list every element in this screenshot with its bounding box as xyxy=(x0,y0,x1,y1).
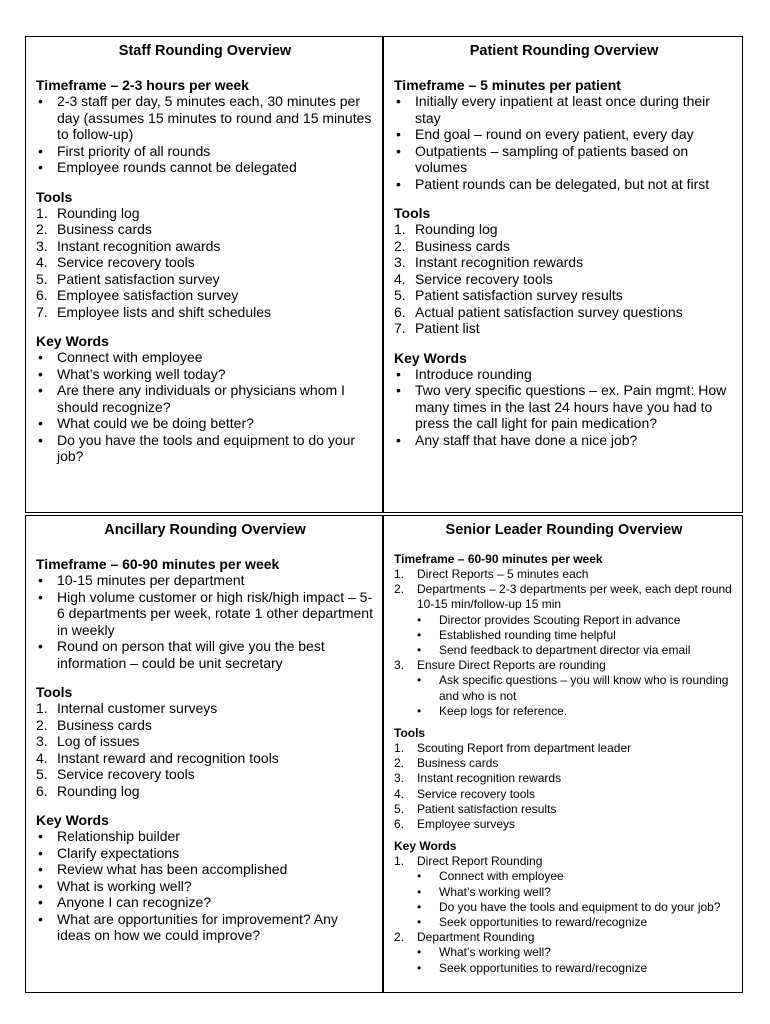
list-item-text: Relationship builder xyxy=(57,828,180,844)
list-item-text: Rounding log xyxy=(57,204,140,221)
sub-list-item: • Connect with employee xyxy=(417,869,734,884)
patient-title: Patient Rounding Overview xyxy=(469,43,659,59)
list-item xyxy=(36,878,374,895)
list-item-text: Patient list xyxy=(415,320,480,336)
staff-timeframe-heading: Timeframe – 2-3 hours per week xyxy=(36,77,249,93)
list-item-text: Departments – 2-3 departments per week, each dept round 10-15 min/follow-up 15 min xyxy=(417,582,732,612)
list-item-text: Anyone I can recognize? xyxy=(57,894,212,910)
patient-timeframe-list xyxy=(394,93,734,192)
list-item-text: Business cards xyxy=(57,221,152,237)
list-item: 7. Patient list xyxy=(394,320,480,336)
patient-tools-heading: Tools xyxy=(394,205,431,221)
list-item-text: Connect with employee xyxy=(57,349,203,365)
list-item: 3. Instant recognition rewards xyxy=(394,254,584,270)
list-item-text: Service recovery tools xyxy=(57,766,195,782)
list-item-text: Instant recognition rewards xyxy=(415,254,584,270)
list-item xyxy=(36,828,374,845)
staff-rounding-panel xyxy=(25,36,383,513)
list-item xyxy=(36,366,374,383)
list-item xyxy=(36,143,374,160)
sub-list-item: • Seek opportunities to reward/recognize xyxy=(417,961,734,976)
sub-list xyxy=(417,673,734,719)
senior-timeframe-list xyxy=(394,567,734,719)
list-item-text: Scouting Report from department leader xyxy=(417,741,632,756)
staff-keywords-list xyxy=(36,349,374,465)
sub-list-item: • Do you have the tools and equipment to do your job? xyxy=(417,900,734,915)
ancillary-title: Ancillary Rounding Overview xyxy=(104,522,306,538)
list-item-text: Patient satisfaction survey results xyxy=(415,287,623,303)
list-item-text: Actual patient satisfaction survey questions xyxy=(415,303,683,320)
list-item-text: End goal – round on every patient, every day xyxy=(415,126,694,142)
list-item: 1. Rounding log xyxy=(36,204,140,221)
list-item xyxy=(36,93,374,143)
list-item xyxy=(394,382,734,432)
sub-list-item: • What’s working well? xyxy=(417,885,734,900)
list-item: 1. Rounding log xyxy=(394,221,498,237)
list-item xyxy=(394,432,734,449)
list-item-text: Introduce rounding xyxy=(415,365,532,382)
list-item: 5. Service recovery tools xyxy=(36,766,195,782)
senior-keywords-list xyxy=(394,854,734,976)
senior-timeframe-heading: Timeframe – 60-90 minutes per week xyxy=(394,552,603,566)
list-item-text: What is working well? xyxy=(57,877,192,894)
list-item xyxy=(36,638,374,671)
list-item: 4. Service recovery tools xyxy=(394,786,536,801)
staff-title: Staff Rounding Overview xyxy=(118,43,292,59)
list-item-text: Instant recognition awards xyxy=(57,237,221,254)
list-item xyxy=(394,93,734,126)
list-item xyxy=(394,176,734,193)
list-item-text: Instant recognition rewards xyxy=(417,771,562,786)
staff-keywords-heading: Key Words xyxy=(36,333,109,349)
list-item xyxy=(36,159,374,176)
list-item-text: Outpatients – sampling of patients based on volumes xyxy=(415,142,689,175)
list-item: 2. Business cards xyxy=(36,221,152,237)
list-item xyxy=(36,894,374,911)
list-item-text: Service recovery tools xyxy=(57,254,195,270)
list-item: 2. Departments – 2-3 departments per week, each dept round 10-15 min/follow-up 15 min • Director provides Scouting Report in advance • Established rounding time helpful • Send feedback to department director via email xyxy=(394,582,734,658)
list-item xyxy=(36,572,374,589)
list-item-text: Round on person that will give you the best information – could be unit secretary xyxy=(57,638,325,671)
list-item: 4. Service recovery tools xyxy=(394,270,553,287)
ancillary-keywords-heading: Key Words xyxy=(36,812,109,828)
list-item-text: Employee surveys xyxy=(417,817,516,832)
list-item-text: Department Rounding xyxy=(417,930,535,945)
list-item: 7. Employee lists and shift schedules xyxy=(36,303,271,320)
list-item xyxy=(36,432,374,465)
list-item xyxy=(36,415,374,432)
list-item: 6. Actual patient satisfaction survey questions xyxy=(394,303,683,320)
list-item: 4. Service recovery tools xyxy=(36,254,195,270)
list-item: 2. Department Rounding • What’s working well? • Seek opportunities to reward/recognize xyxy=(394,930,734,976)
list-item: 1. Direct Report Rounding • Connect with employee • What’s working well? • Do you have the tools and equipment to do your job? • Seek opportunities to reward/recognize xyxy=(394,854,734,930)
sub-list-item: • Keep logs for reference. xyxy=(417,704,734,719)
sub-list-item: • Director provides Scouting Report in advance xyxy=(417,613,734,628)
list-item-text: Review what has been accomplished xyxy=(57,861,288,877)
list-item: 2. Business cards xyxy=(394,756,499,771)
list-item-text: High volume customer or high risk/high impact – 5-6 departments per week, rotate 1 other department in weekly xyxy=(57,588,373,638)
list-item-text: Patient satisfaction survey xyxy=(57,270,220,287)
list-item xyxy=(36,349,374,366)
patient-keywords-list xyxy=(394,366,734,449)
senior-tools-heading: Tools xyxy=(394,726,426,741)
list-item: 5. Patient satisfaction survey xyxy=(36,270,220,287)
ancillary-tools-heading: Tools xyxy=(36,684,73,700)
ancillary-rounding-panel xyxy=(25,515,383,993)
senior-tools-list xyxy=(394,741,734,832)
ancillary-timeframe-list xyxy=(36,572,374,671)
list-item-text: Internal customer surveys xyxy=(57,700,218,716)
patient-timeframe-heading: Timeframe – 5 minutes per patient xyxy=(394,77,621,93)
list-item-text: Instant reward and recognition tools xyxy=(57,749,279,766)
list-item-text: Patient satisfaction results xyxy=(417,801,557,816)
list-item xyxy=(36,911,374,944)
list-item-text: What are opportunities for improvement? Any ideas on how we could improve? xyxy=(57,910,338,943)
list-item-text: Patient rounds can be delegated, but not at first xyxy=(415,175,710,192)
list-item xyxy=(394,366,734,383)
list-item: 2. Business cards xyxy=(394,237,510,254)
list-item: 2. Business cards xyxy=(36,716,152,733)
patient-rounding-panel xyxy=(383,36,743,513)
sub-list-item: • Seek opportunities to reward/recognize xyxy=(417,915,734,930)
sub-list-item: • Send feedback to department director via email xyxy=(417,643,734,658)
list-item xyxy=(394,143,734,176)
list-item: 5. Patient satisfaction survey results xyxy=(394,287,623,303)
list-item-text: What could we be doing better? xyxy=(57,415,254,431)
list-item-text: Rounding log xyxy=(57,782,140,799)
list-item-text: What’s working well today? xyxy=(57,365,226,382)
list-item-text: Business cards xyxy=(57,716,152,733)
ancillary-timeframe-heading: Timeframe – 60-90 minutes per week xyxy=(36,556,280,572)
list-item xyxy=(36,382,374,415)
list-item: 1. Internal customer surveys xyxy=(36,700,218,716)
list-item-text: Two very specific questions – ex. Pain mgmt: How many times in the last 24 hours have you had to press the call light for pain medication? xyxy=(415,382,727,431)
list-item-text: Employee lists and shift schedules xyxy=(57,303,271,320)
list-item-text: Direct Reports – 5 minutes each xyxy=(417,567,589,581)
list-item: 4. Instant reward and recognition tools xyxy=(36,749,279,766)
list-item: 1. Scouting Report from department leader xyxy=(394,741,632,756)
list-item-text: Log of issues xyxy=(57,733,140,749)
sub-list-item: • Ask specific questions – you will know who is rounding and who is not xyxy=(417,673,734,703)
patient-keywords-heading: Key Words xyxy=(394,349,467,366)
staff-tools-heading: Tools xyxy=(36,188,73,205)
sub-list xyxy=(417,945,734,975)
sub-list xyxy=(417,869,734,930)
list-item-text: Service recovery tools xyxy=(417,786,536,801)
list-item: 6. Rounding log xyxy=(36,782,140,799)
list-item: 3. Ensure Direct Reports are rounding • Ask specific questions – you will know who is rounding and who is not • Keep logs for reference. xyxy=(394,658,734,719)
list-item xyxy=(394,126,734,143)
list-item: 1. Direct Reports – 5 minutes each xyxy=(394,567,589,581)
sub-list-item: • Established rounding time helpful xyxy=(417,628,734,643)
list-item-text: Business cards xyxy=(415,237,510,254)
list-item xyxy=(36,861,374,878)
list-item-text: Ensure Direct Reports are rounding xyxy=(417,658,606,673)
staff-timeframe-list xyxy=(36,93,374,176)
staff-tools-list xyxy=(36,205,374,321)
sub-list xyxy=(417,613,734,659)
list-item-text: 10-15 minutes per department xyxy=(57,572,245,588)
list-item-text: Service recovery tools xyxy=(415,270,553,287)
list-item xyxy=(36,845,374,862)
list-item-text: 2-3 staff per day, 5 minutes each, 30 minutes per day (assumes 15 minutes to round and 15 minutes to follow-up) xyxy=(57,93,372,142)
list-item-text: Do you have the tools and equipment to do your job? xyxy=(57,431,356,464)
list-item xyxy=(36,589,374,639)
patient-tools-list xyxy=(394,221,734,337)
ancillary-keywords-list xyxy=(36,828,374,944)
list-item: 3. Log of issues xyxy=(36,733,140,749)
sub-list-item: • What’s working well? xyxy=(417,945,734,960)
list-item-text: First priority of all rounds xyxy=(57,142,211,159)
list-item-text: Employee satisfaction survey xyxy=(57,287,239,303)
list-item: 3. Instant recognition awards xyxy=(36,237,221,254)
list-item: 3. Instant recognition rewards xyxy=(394,771,562,786)
senior-leader-rounding-panel xyxy=(383,515,743,993)
list-item-text: Are there any individuals or physicians whom I should recognize? xyxy=(57,382,345,415)
list-item-text: Initially every inpatient at least once during their stay xyxy=(415,93,710,126)
list-item-text: Employee rounds cannot be delegated xyxy=(57,159,297,175)
list-item: 5. Patient satisfaction results xyxy=(394,801,557,816)
ancillary-tools-list xyxy=(36,700,374,799)
list-item-text: Business cards xyxy=(417,756,499,771)
list-item-text: Any staff that have done a nice job? xyxy=(415,431,638,448)
list-item: 6. Employee satisfaction survey xyxy=(36,287,239,303)
list-item-text: Clarify expectations xyxy=(57,844,180,861)
list-item-text: Direct Report Rounding xyxy=(417,854,543,869)
senior-title: Senior Leader Rounding Overview xyxy=(445,522,683,538)
list-item-text: Rounding log xyxy=(415,221,498,237)
senior-keywords-heading: Key Words xyxy=(394,839,457,854)
list-item: 6. Employee surveys xyxy=(394,817,516,832)
